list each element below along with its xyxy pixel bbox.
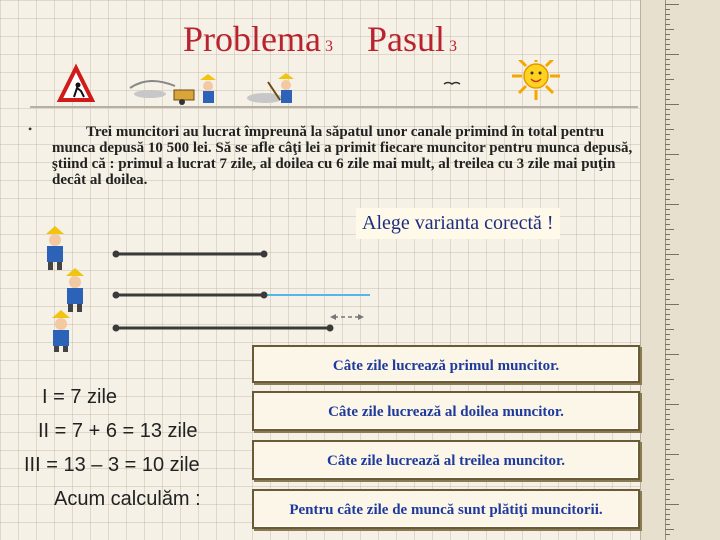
ruler-tick [665, 164, 670, 165]
ruler-tick [665, 354, 679, 355]
ruler-tick [665, 154, 679, 155]
ruler-tick [665, 169, 670, 170]
ruler-tick [665, 34, 670, 35]
choice-label-1: Câte zile lucrează primul muncitor. [332, 358, 560, 374]
ruler-tick [665, 259, 670, 260]
choice-button-1[interactable] [252, 345, 640, 383]
ruler-tick [665, 464, 670, 465]
ruler-tick [665, 399, 670, 400]
ruler-tick [665, 74, 670, 75]
ruler-tick [665, 304, 679, 305]
ruler-tick [665, 249, 670, 250]
ruler-tick [665, 294, 670, 295]
ruler-tick [665, 199, 670, 200]
choice-label-3: Câte zile lucrează al treilea muncitor. [327, 453, 565, 469]
ruler-tick [665, 99, 670, 100]
problem-bullet: • [28, 122, 33, 136]
ruler-tick [665, 484, 670, 485]
ruler-tick [665, 309, 670, 310]
worker-icon [52, 310, 70, 352]
ruler-tick [665, 384, 670, 385]
ruler-tick [665, 414, 670, 415]
ruler-tick [665, 474, 670, 475]
ruler-tick [665, 529, 674, 530]
ruler-tick [665, 299, 670, 300]
ruler-tick [665, 504, 679, 505]
ruler-tick [665, 389, 670, 390]
ruler-tick [665, 49, 670, 50]
ruler-tick [665, 4, 679, 5]
solution-line-1: I = 7 zile [42, 386, 118, 408]
ruler-tick [665, 429, 674, 430]
ruler-tick [665, 274, 670, 275]
ruler-tick [665, 489, 670, 490]
ruler-tick [665, 139, 670, 140]
bird-icon [444, 83, 460, 85]
title-word: Problema [183, 19, 321, 59]
header-art [40, 60, 660, 110]
ruler-tick [665, 184, 670, 185]
ruler-tick [665, 209, 670, 210]
ruler-tick [665, 379, 674, 380]
ruler-tick [665, 229, 674, 230]
segment-worker-3 [113, 314, 365, 332]
ruler-tick [665, 494, 670, 495]
digger-worker-icon [130, 81, 175, 98]
ruler-tick [665, 64, 670, 65]
ruler-tick [665, 144, 670, 145]
ruler-tick [665, 329, 674, 330]
ruler-tick [665, 109, 670, 110]
ruler-tick [665, 394, 670, 395]
ruler-tick [665, 234, 670, 235]
segment-diagram [38, 222, 418, 352]
ruler-tick [665, 334, 670, 335]
ruler-tick [665, 189, 670, 190]
ruler-tick [665, 519, 670, 520]
ruler-tick [665, 24, 670, 25]
ruler-tick [665, 214, 670, 215]
ruler-tick [665, 39, 670, 40]
solution-line-3: III = 13 – 3 = 10 zile [24, 454, 200, 476]
choice-button-4[interactable] [252, 489, 640, 529]
worker-icon [46, 226, 64, 270]
warning-sign-icon [60, 68, 92, 100]
ruler-tick [665, 19, 670, 20]
problem-text: Trei muncitori au lucrat împreună la săpatul unor canale primind în total pentru munca depusă 10 500 lei. Să se afle câţi lei a primit fiecare muncitor pentru munca depusă, ştiind că : primul a lucrat 7 zile, al doilea cu 6 zile mai mult, al treilea cu 3 zile mai puţin decât al doilea. [52, 124, 633, 188]
ruler-tick [665, 129, 674, 130]
ruler-tick [665, 479, 674, 480]
ruler-tick [665, 269, 670, 270]
ruler-tick [665, 14, 670, 15]
ruler-tick [665, 54, 679, 55]
ruler-tick [665, 359, 670, 360]
choice-label-2: Câte zile lucrează al doilea muncitor. [328, 404, 564, 420]
ruler-tick [665, 179, 674, 180]
ruler-tick [665, 409, 670, 410]
ruler-tick [665, 349, 670, 350]
ruler-tick [665, 514, 670, 515]
sun-icon [512, 60, 560, 100]
ruler-tick [665, 499, 670, 500]
ruler-tick [665, 344, 670, 345]
ruler-tick [665, 434, 670, 435]
ruler-tick [665, 194, 670, 195]
ruler-tick [665, 364, 670, 365]
segment-worker-2 [113, 292, 371, 299]
shovel-worker-icon [247, 73, 294, 103]
choice-button-2[interactable] [252, 391, 640, 431]
ruler-tick [665, 284, 670, 285]
ruler-tick [665, 119, 670, 120]
ruler-tick [665, 114, 670, 115]
choose-prompt: Alege varianta corectă ! [356, 208, 560, 239]
ruler-tick [665, 404, 679, 405]
ruler-tick [665, 469, 670, 470]
ruler-tick [665, 459, 670, 460]
ruler-tick [665, 534, 670, 535]
step-number: 3 [449, 38, 457, 55]
ruler-tick [665, 524, 670, 525]
ruler-tick [665, 319, 670, 320]
ruler-tick [665, 104, 679, 105]
choice-label-4: Pentru câte zile de muncă sunt plătiţi muncitorii. [289, 502, 603, 518]
solution-line-2: II = 7 + 6 = 13 zile [38, 420, 198, 442]
title-number: 3 [324, 38, 333, 55]
ruler-tick [665, 9, 670, 10]
ruler-tick [665, 449, 670, 450]
slide-title [0, 18, 640, 60]
ruler-tick [665, 254, 679, 255]
ruler-tick [665, 239, 670, 240]
ruler-tick [665, 339, 670, 340]
ruler-tick [665, 159, 670, 160]
ruler-tick [665, 219, 670, 220]
ruler-tick [665, 264, 670, 265]
ruler-tick [665, 134, 670, 135]
ruler-tick [665, 374, 670, 375]
ruler-tick [665, 314, 670, 315]
ruler-tick [665, 279, 674, 280]
ruler-tick [665, 444, 670, 445]
ruler-tick [665, 79, 674, 80]
solution-line-4: Acum calculăm : [54, 488, 201, 510]
ruler-tick [665, 149, 670, 150]
ruler-tick [665, 419, 670, 420]
ruler-tick [665, 244, 670, 245]
header-divider [30, 106, 638, 108]
ruler-tick [665, 324, 670, 325]
ruler-tick [665, 509, 670, 510]
ruler-tick [665, 369, 670, 370]
ruler-tick [665, 84, 670, 85]
ruler-tick [665, 44, 670, 45]
ruler-tick [665, 89, 670, 90]
choice-button-3[interactable] [252, 440, 640, 480]
ruler-tick [665, 424, 670, 425]
ruler-tick [665, 174, 670, 175]
ruler-tick [665, 69, 670, 70]
ruler-tick [665, 59, 670, 60]
ruler-tick [665, 124, 670, 125]
wheelbarrow-worker-icon [174, 74, 216, 105]
ruler-tick [665, 29, 674, 30]
step-word: Pasul [366, 19, 445, 59]
ruler-tick [665, 439, 670, 440]
ruler-tick [665, 94, 670, 95]
ruler-tick [665, 289, 670, 290]
segment-worker-1 [113, 251, 268, 258]
worker-icon [66, 268, 84, 312]
ruler-tick [665, 204, 679, 205]
ruler-tick [665, 454, 679, 455]
ruler-tick [665, 224, 670, 225]
